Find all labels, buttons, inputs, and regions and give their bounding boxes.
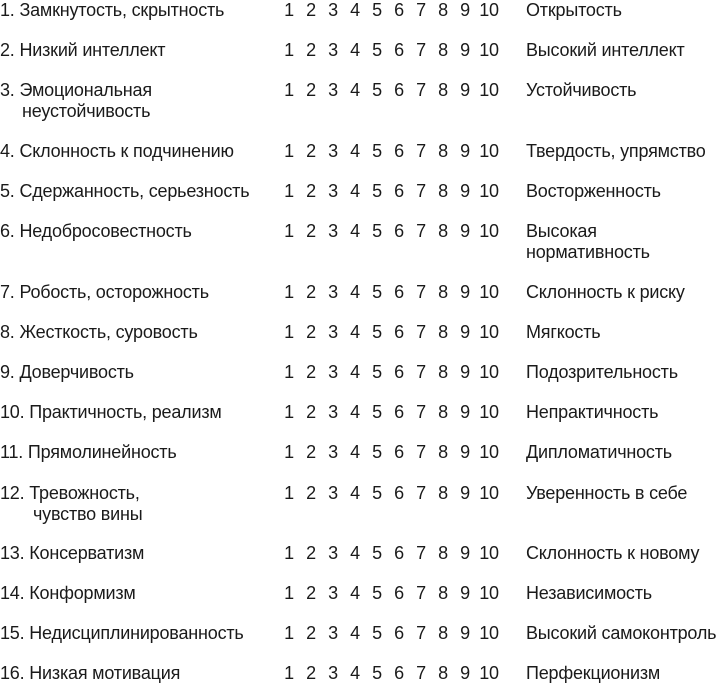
scale-value: 10 xyxy=(479,583,499,603)
right-pole-text: Твердость, упрямство xyxy=(526,141,706,161)
right-pole-text: Непрактичность xyxy=(526,402,659,422)
right-pole xyxy=(526,282,721,303)
scale-value: 7 xyxy=(416,0,426,20)
left-pole xyxy=(0,0,275,21)
row-number: 14. xyxy=(0,583,25,603)
scale-value: 9 xyxy=(460,402,470,422)
scale-value: 4 xyxy=(350,322,360,342)
scale-value: 10 xyxy=(479,141,499,161)
scale-value: 7 xyxy=(416,322,426,342)
scale-value: 5 xyxy=(372,402,382,422)
scale-value: 1 xyxy=(284,623,294,643)
scale-value: 9 xyxy=(460,0,470,20)
row-number: 6. xyxy=(0,221,15,241)
scale-value: 10 xyxy=(479,483,499,503)
scale-value: 6 xyxy=(394,221,404,241)
scale-value: 10 xyxy=(479,0,499,20)
right-pole xyxy=(526,221,721,263)
scale-value: 4 xyxy=(350,402,360,422)
scale-value: 3 xyxy=(328,362,338,382)
scale-value: 3 xyxy=(328,322,338,342)
right-pole-text: Открытость xyxy=(526,0,622,20)
row-number: 10. xyxy=(0,402,25,422)
scale-value: 8 xyxy=(438,322,448,342)
scale-value: 8 xyxy=(438,583,448,603)
scale-value: 3 xyxy=(328,282,338,302)
left-pole-text: Низкая мотивация xyxy=(29,663,181,683)
left-pole-text: Недобросовестность xyxy=(19,221,192,241)
right-pole xyxy=(526,623,721,644)
left-pole xyxy=(0,282,275,303)
scale-value: 2 xyxy=(306,221,316,241)
scale-value: 4 xyxy=(350,40,360,60)
scale-value: 8 xyxy=(438,282,448,302)
scale-value: 6 xyxy=(394,362,404,382)
scale-value: 1 xyxy=(284,40,294,60)
scale-value: 9 xyxy=(460,623,470,643)
rating-scale xyxy=(276,80,506,101)
left-pole-text: Консерватизм xyxy=(29,543,145,563)
rating-scale xyxy=(276,322,506,343)
row-number: 11. xyxy=(0,442,24,462)
scale-value: 8 xyxy=(438,543,448,563)
scale-value: 10 xyxy=(479,623,499,643)
scale-value: 6 xyxy=(394,583,404,603)
scale-value: 1 xyxy=(284,663,294,683)
scale-value: 6 xyxy=(394,543,404,563)
rating-scale xyxy=(276,442,506,463)
left-pole-line xyxy=(0,141,234,161)
scale-value: 7 xyxy=(416,402,426,422)
row-number: 13. xyxy=(0,543,25,563)
scale-value: 5 xyxy=(372,442,382,462)
scale-value: 7 xyxy=(416,583,426,603)
right-pole-text: нормативность xyxy=(526,242,650,262)
left-pole-line xyxy=(0,442,177,462)
left-pole xyxy=(0,362,275,383)
row-number: 1. xyxy=(0,0,15,20)
right-pole-text: Склонность к новому xyxy=(526,543,700,563)
scale-value: 4 xyxy=(350,221,360,241)
scale-value: 9 xyxy=(460,362,470,382)
scale-value: 10 xyxy=(479,663,499,683)
scale-value: 3 xyxy=(328,141,338,161)
scale-value: 1 xyxy=(284,322,294,342)
left-pole-text: Низкий интеллект xyxy=(19,40,166,60)
scale-value: 2 xyxy=(306,583,316,603)
right-pole xyxy=(526,141,721,162)
row-number: 5. xyxy=(0,181,15,201)
rating-scale xyxy=(276,483,506,504)
scale-value: 1 xyxy=(284,181,294,201)
left-pole-text: Тревожность, xyxy=(29,483,140,503)
scale-value: 10 xyxy=(479,40,499,60)
scale-value: 5 xyxy=(372,623,382,643)
left-pole xyxy=(0,543,275,564)
scale-value: 8 xyxy=(438,181,448,201)
scale-value: 4 xyxy=(350,181,360,201)
scale-value: 1 xyxy=(284,0,294,20)
left-pole-text: Склонность к подчинению xyxy=(19,141,234,161)
scale-value: 9 xyxy=(460,40,470,60)
left-pole-text: Жесткость, суровость xyxy=(19,322,198,342)
scale-value: 10 xyxy=(479,322,499,342)
left-pole-text: Сдержанность, серьезность xyxy=(19,181,250,201)
rating-scale xyxy=(276,221,506,242)
left-pole xyxy=(0,623,275,644)
rating-scale xyxy=(276,181,506,202)
scale-value: 7 xyxy=(416,141,426,161)
right-pole xyxy=(526,543,721,564)
scale-value: 3 xyxy=(328,483,338,503)
scale-value: 6 xyxy=(394,442,404,462)
rating-scale xyxy=(276,0,506,21)
scale-value: 9 xyxy=(460,181,470,201)
right-pole-text: Высокий самоконтроль xyxy=(526,623,717,643)
right-pole xyxy=(526,663,721,684)
scale-value: 3 xyxy=(328,40,338,60)
left-pole-line xyxy=(0,362,134,382)
scale-value: 5 xyxy=(372,221,382,241)
left-pole-text: Доверчивость xyxy=(19,362,134,382)
scale-value: 4 xyxy=(350,0,360,20)
scale-value: 5 xyxy=(372,282,382,302)
scale-value: 10 xyxy=(479,442,499,462)
left-pole-text: Прямолинейность xyxy=(27,442,177,462)
scale-value: 1 xyxy=(284,141,294,161)
scale-value: 6 xyxy=(394,282,404,302)
right-pole xyxy=(526,0,721,21)
right-pole-text: Независимость xyxy=(526,583,652,603)
right-pole xyxy=(526,322,721,343)
scale-value: 7 xyxy=(416,483,426,503)
scale-value: 6 xyxy=(394,0,404,20)
right-pole-text: Дипломатичность xyxy=(526,442,672,462)
scale-value: 1 xyxy=(284,442,294,462)
scale-value: 6 xyxy=(394,80,404,100)
scale-value: 4 xyxy=(350,141,360,161)
right-pole-text: Мягкость xyxy=(526,322,601,342)
left-pole-line xyxy=(0,282,209,302)
row-number: 2. xyxy=(0,40,15,60)
scale-value: 8 xyxy=(438,442,448,462)
left-pole-text: неустойчивость xyxy=(22,101,151,121)
scale-value: 9 xyxy=(460,141,470,161)
left-pole xyxy=(0,40,275,61)
scale-value: 8 xyxy=(438,0,448,20)
scale-value: 2 xyxy=(306,181,316,201)
left-pole xyxy=(0,141,275,162)
left-pole-line xyxy=(0,623,244,643)
scale-value: 8 xyxy=(438,141,448,161)
scale-value: 2 xyxy=(306,80,316,100)
scale-value: 7 xyxy=(416,282,426,302)
scale-value: 9 xyxy=(460,483,470,503)
scale-value: 7 xyxy=(416,40,426,60)
scale-value: 1 xyxy=(284,282,294,302)
scale-value: 6 xyxy=(394,181,404,201)
scale-value: 9 xyxy=(460,543,470,563)
scale-value: 1 xyxy=(284,583,294,603)
left-pole-line xyxy=(0,543,144,563)
scale-value: 2 xyxy=(306,322,316,342)
scale-value: 10 xyxy=(479,362,499,382)
right-pole-text: Склонность к риску xyxy=(526,282,685,302)
scale-value: 8 xyxy=(438,663,448,683)
scale-value: 5 xyxy=(372,0,382,20)
rating-scale xyxy=(276,362,506,383)
left-pole-line xyxy=(0,40,165,60)
scale-value: 2 xyxy=(306,282,316,302)
scale-value: 5 xyxy=(372,583,382,603)
scale-value: 3 xyxy=(328,80,338,100)
scale-value: 5 xyxy=(372,141,382,161)
scale-value: 6 xyxy=(394,141,404,161)
right-pole xyxy=(526,362,721,383)
left-pole xyxy=(0,402,275,423)
scale-value: 6 xyxy=(394,40,404,60)
scale-value: 4 xyxy=(350,362,360,382)
right-pole xyxy=(526,483,721,504)
right-pole xyxy=(526,583,721,604)
left-pole-line xyxy=(0,80,152,100)
left-pole xyxy=(0,663,275,684)
scale-value: 7 xyxy=(416,623,426,643)
left-pole-text: чувство вины xyxy=(33,504,143,524)
scale-value: 5 xyxy=(372,322,382,342)
row-number: 12. xyxy=(0,483,25,503)
rating-scale xyxy=(276,282,506,303)
scale-value: 2 xyxy=(306,402,316,422)
scale-value: 7 xyxy=(416,362,426,382)
scale-value: 7 xyxy=(416,442,426,462)
scale-value: 3 xyxy=(328,623,338,643)
left-pole xyxy=(0,442,275,463)
scale-value: 4 xyxy=(350,442,360,462)
scale-value: 3 xyxy=(328,221,338,241)
rating-scale xyxy=(276,40,506,61)
left-pole-line xyxy=(0,0,224,20)
scale-value: 2 xyxy=(306,442,316,462)
scale-value: 2 xyxy=(306,663,316,683)
right-pole-text: Подозрительность xyxy=(526,362,678,382)
row-number: 8. xyxy=(0,322,15,342)
left-pole-line xyxy=(0,181,249,201)
scale-value: 6 xyxy=(394,483,404,503)
scale-value: 10 xyxy=(479,402,499,422)
scale-value: 5 xyxy=(372,543,382,563)
row-number: 15. xyxy=(0,623,25,643)
rating-scale xyxy=(276,141,506,162)
rating-scale xyxy=(276,623,506,644)
scale-value: 2 xyxy=(306,141,316,161)
scale-value: 5 xyxy=(372,362,382,382)
scale-value: 9 xyxy=(460,282,470,302)
scale-value: 6 xyxy=(394,322,404,342)
right-pole xyxy=(526,40,721,61)
scale-value: 6 xyxy=(394,623,404,643)
scale-value: 10 xyxy=(479,282,499,302)
row-number: 16. xyxy=(0,663,25,683)
scale-value: 2 xyxy=(306,362,316,382)
row-number: 7. xyxy=(0,282,15,302)
scale-value: 4 xyxy=(350,583,360,603)
left-pole xyxy=(0,221,275,242)
scale-value: 3 xyxy=(328,0,338,20)
scale-value: 2 xyxy=(306,0,316,20)
left-pole-text: Недисциплинированность xyxy=(29,623,244,643)
row-number: 4. xyxy=(0,141,15,161)
right-pole-text: Восторженность xyxy=(526,181,661,201)
scale-value: 3 xyxy=(328,543,338,563)
right-pole-text: Устойчивость xyxy=(526,80,637,100)
scale-value: 6 xyxy=(394,402,404,422)
left-pole-text: Робость, осторожность xyxy=(19,282,209,302)
scale-value: 9 xyxy=(460,322,470,342)
scale-value: 4 xyxy=(350,282,360,302)
left-pole-line xyxy=(0,583,136,603)
scale-value: 6 xyxy=(394,663,404,683)
scale-value: 3 xyxy=(328,402,338,422)
scale-value: 1 xyxy=(284,402,294,422)
scale-value: 2 xyxy=(306,623,316,643)
right-pole-text: Уверенность в себе xyxy=(526,483,688,503)
scale-value: 7 xyxy=(416,80,426,100)
scale-value: 8 xyxy=(438,40,448,60)
scale-value: 8 xyxy=(438,80,448,100)
left-pole-line xyxy=(0,663,180,683)
scale-value: 8 xyxy=(438,483,448,503)
scale-value: 1 xyxy=(284,483,294,503)
scale-value: 10 xyxy=(479,181,499,201)
right-pole xyxy=(526,442,721,463)
scale-value: 7 xyxy=(416,663,426,683)
scale-value: 1 xyxy=(284,80,294,100)
left-pole-line xyxy=(0,322,198,342)
scale-value: 5 xyxy=(372,80,382,100)
scale-value: 8 xyxy=(438,362,448,382)
left-pole-text: Практичность, реализм xyxy=(29,402,222,422)
scale-value: 4 xyxy=(350,623,360,643)
left-pole xyxy=(0,181,275,202)
left-pole-line xyxy=(0,483,140,503)
rating-scale xyxy=(276,402,506,423)
scale-value: 5 xyxy=(372,483,382,503)
scale-value: 4 xyxy=(350,543,360,563)
scale-value: 8 xyxy=(438,221,448,241)
scale-value: 3 xyxy=(328,181,338,201)
scale-value: 5 xyxy=(372,663,382,683)
left-pole-text: Эмоциональная xyxy=(19,80,152,100)
scale-value: 10 xyxy=(479,221,499,241)
scale-value: 9 xyxy=(460,583,470,603)
rating-scale xyxy=(276,583,506,604)
right-pole xyxy=(526,80,721,101)
left-pole xyxy=(0,322,275,343)
row-number: 9. xyxy=(0,362,15,382)
scale-value: 10 xyxy=(479,80,499,100)
right-pole-text: Высокий интеллект xyxy=(526,40,685,60)
left-pole-line xyxy=(0,221,192,241)
scale-value: 5 xyxy=(372,181,382,201)
scale-value: 7 xyxy=(416,221,426,241)
scale-value: 3 xyxy=(328,442,338,462)
scale-value: 3 xyxy=(328,663,338,683)
left-pole xyxy=(0,583,275,604)
scale-value: 4 xyxy=(350,663,360,683)
scale-value: 4 xyxy=(350,80,360,100)
scale-value: 2 xyxy=(306,543,316,563)
scale-value: 2 xyxy=(306,483,316,503)
scale-value: 3 xyxy=(328,583,338,603)
rating-scale xyxy=(276,543,506,564)
left-pole-line xyxy=(0,402,222,422)
row-number: 3. xyxy=(0,80,15,100)
left-pole-text: Конформизм xyxy=(29,583,136,603)
right-pole xyxy=(526,181,721,202)
scale-value: 8 xyxy=(438,402,448,422)
scale-value: 9 xyxy=(460,442,470,462)
scale-value: 8 xyxy=(438,623,448,643)
scale-value: 9 xyxy=(460,80,470,100)
scale-value: 1 xyxy=(284,221,294,241)
scale-value: 5 xyxy=(372,40,382,60)
right-pole xyxy=(526,402,721,423)
scale-value: 4 xyxy=(350,483,360,503)
left-pole xyxy=(0,483,275,525)
scale-value: 10 xyxy=(479,543,499,563)
scale-value: 2 xyxy=(306,40,316,60)
right-pole-text: Перфекционизм xyxy=(526,663,661,683)
scale-value: 1 xyxy=(284,543,294,563)
scale-value: 9 xyxy=(460,663,470,683)
right-pole-text: Высокая xyxy=(526,221,597,241)
left-pole-text: Замкнутость, скрытность xyxy=(19,0,225,20)
scale-value: 7 xyxy=(416,543,426,563)
scale-value: 1 xyxy=(284,362,294,382)
left-pole xyxy=(0,80,275,122)
scale-value: 7 xyxy=(416,181,426,201)
scale-value: 9 xyxy=(460,221,470,241)
rating-scale xyxy=(276,663,506,684)
